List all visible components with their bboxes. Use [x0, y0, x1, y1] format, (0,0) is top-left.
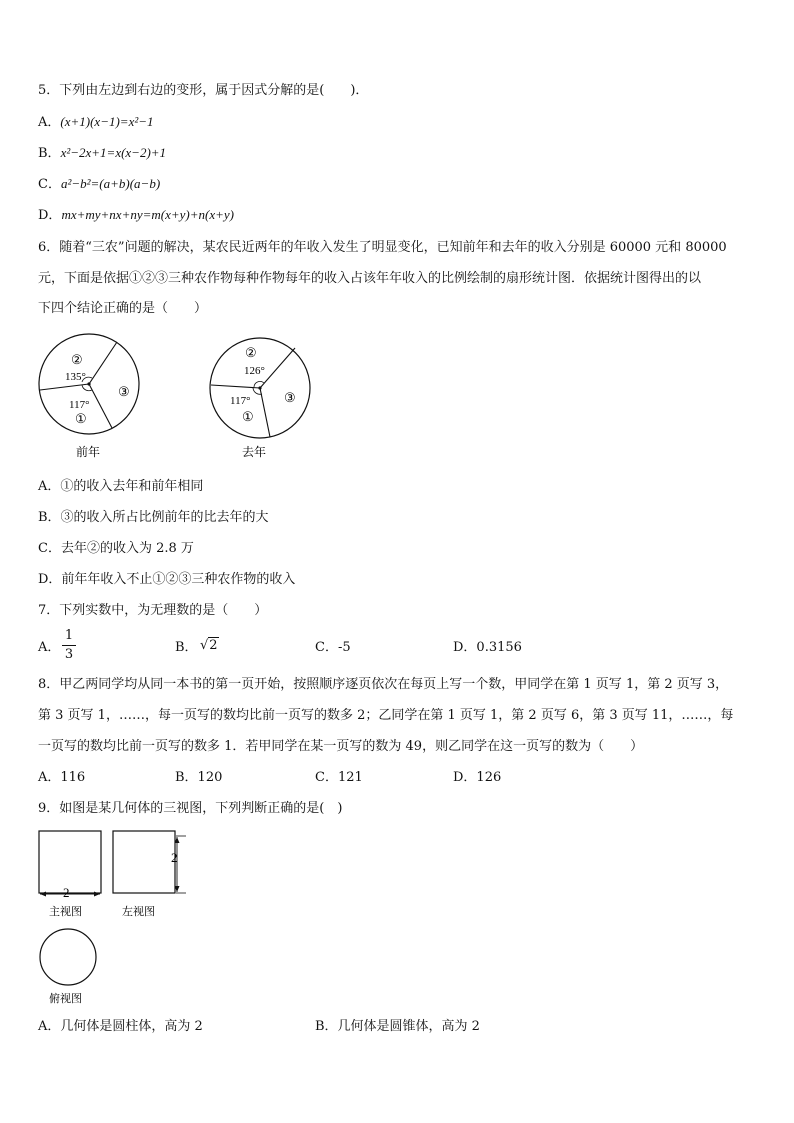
pie-label-crop-1: ① [75, 411, 87, 426]
q9-three-views-figure [34, 826, 204, 1011]
q5-stem: 5．下列由左边到右边的变形，属于因式分解的是( )． [38, 83, 369, 98]
q8-option-b: B．120 [175, 770, 223, 785]
option-expression: x²−2x+1=x(x−2)+1 [60, 145, 167, 160]
radicand: 2 [209, 638, 218, 653]
q5-option-d [38, 206, 234, 225]
pie-radius [260, 348, 295, 388]
q7-stem: 7．下列实数中，为无理数的是（ ） [38, 603, 268, 618]
q6-option-a: A．①的收入去年和前年相同 [38, 479, 204, 494]
radical-sign: √ [200, 638, 209, 653]
q6-option-d: D．前年年收入不止①②③三种农作物的收入 [38, 572, 296, 587]
pie-center-dot [258, 386, 261, 389]
pie-angle-crop-1: 117° [230, 395, 251, 407]
pie-radius [89, 342, 117, 384]
pie-radius [211, 385, 260, 388]
side-view-square [113, 831, 175, 893]
option-letter: D． [38, 208, 62, 223]
q9-option-a: A．几何体是圆柱体，高为 2 [38, 1019, 203, 1034]
q6-stem-line-1: 6．随着“三农”问题的解决，某农民近两年的年收入发生了明显变化，已知前年和去年的收入分别是 60000 元和 80000 [38, 240, 727, 255]
option-expression: mx+my+nx+ny=m(x+y)+n(x+y) [61, 207, 234, 222]
dimension-height: 2 [171, 850, 178, 865]
side-view [113, 831, 186, 918]
fraction-denominator: 3 [64, 647, 74, 662]
q7-option-b-sqrt [200, 637, 219, 655]
q8-option-d: D．126 [453, 770, 502, 785]
option-letter: C． [38, 177, 61, 192]
angle-arc [254, 381, 264, 387]
arrow-head [40, 892, 46, 897]
q8-option-c: C．121 [315, 770, 363, 785]
pie-label-crop-2: ② [245, 345, 257, 360]
pie-caption: 去年 [242, 445, 267, 459]
pie-label-crop-3: ③ [118, 384, 130, 399]
pie-radius [40, 384, 89, 390]
pie-label-crop-1: ① [242, 409, 254, 424]
option-letter: A． [38, 115, 61, 130]
pie-chart-last-year-before [39, 334, 139, 459]
pie-label-crop-2: ② [71, 352, 83, 367]
q7-option-d: D．0.3156 [453, 640, 522, 655]
pie-chart-last-year [210, 338, 310, 459]
option-expression: a²−b²=(a+b)(a−b) [60, 176, 161, 191]
option-letter: B． [38, 146, 61, 161]
pie-angle-crop-2: 135° [65, 371, 86, 383]
q8-stem-line-2: 第 3 页写 1，……，每一页写的数均比前一页写的数多 2；乙同学在第 1 页写 1，第 2 页写 6，第 3 页写 11，……，每 [38, 708, 734, 723]
top-view [40, 929, 96, 1005]
side-view-label: 左视图 [122, 906, 155, 918]
pie-center-dot [87, 382, 90, 385]
top-view-label: 俯视图 [49, 993, 82, 1005]
q8-stem-line-1: 8．甲乙两同学均从同一本书的第一页开始，按照顺序逐页依次在每页上写一个数，甲同学在第 1 页写 1，第 2 页写 3， [38, 677, 729, 692]
pie-angle-crop-1: 117° [69, 399, 90, 411]
option-expression: (x+1)(x−1)=x²−1 [60, 114, 154, 129]
front-view-square [39, 831, 101, 893]
q7-option-a-letter: A． [38, 640, 61, 655]
q6-pie-charts-figure [30, 330, 330, 465]
q6-option-c: C．去年②的收入为 2.8 万 [38, 541, 194, 556]
q7-option-b-letter: B． [175, 640, 198, 655]
q8-stem-line-3: 一页写的数均比前一页写的数多 1．若甲同学在某一页写的数为 49，则乙同学在这一页写的数为（ ） [38, 739, 644, 754]
top-view-circle [40, 929, 96, 985]
q6-option-b: B．③的收入所占比例前年的比去年的大 [38, 510, 269, 525]
fraction-bar [62, 645, 76, 646]
q5-option-c [38, 175, 160, 194]
q5-option-b [38, 144, 166, 163]
q8-option-a: A．116 [38, 770, 86, 785]
pie-caption: 前年 [76, 445, 101, 459]
q9-option-b: B．几何体是圆锥体，高为 2 [315, 1019, 480, 1034]
q6-stem-line-3: 下四个结论正确的是（ ） [38, 301, 208, 316]
arrow-head [94, 892, 100, 897]
q9-stem: 9．如图是某几何体的三视图，下列判断正确的是( ) [38, 801, 343, 816]
pie-label-crop-3: ③ [284, 390, 296, 405]
pie-radius [89, 384, 112, 428]
front-view [39, 831, 101, 918]
q6-stem-line-2: 元，下面是依据①②③三种农作物每种作物每年的收入占该年年收入的比例绘制的扇形统计图．依据统计图得出的以 [38, 271, 702, 286]
q7-option-a-fraction [62, 628, 76, 663]
q5-option-a [38, 113, 154, 132]
front-view-label: 主视图 [49, 906, 82, 918]
q7-option-c: C．-5 [315, 640, 351, 655]
pie-radius [260, 388, 270, 437]
pie-angle-crop-2: 126° [244, 365, 265, 377]
fraction-numerator: 1 [64, 628, 74, 643]
dimension-width: 2 [63, 885, 70, 900]
